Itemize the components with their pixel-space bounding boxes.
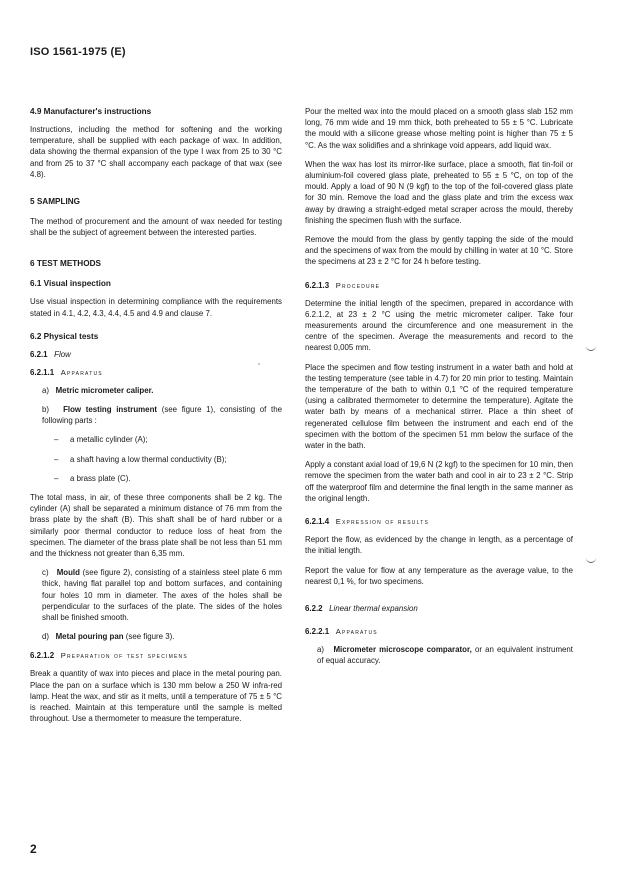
pour-paragraph: Pour the melted wax into the mould placed on a smooth glass slab 152 mm long, 76 mm wide and 19 mm thick, both preheated to 55 ± 5 °C. Lubricate the mould with a silicone grease whose melting point is higher than 75 ± 5 °C. As the wax solidifies and a shrinkage void appears, add liquid wax. bbox=[305, 107, 573, 150]
mirror-paragraph: When the wax has lost its mirror-like surface, place a smooth, flat tin-foil or aluminium-foil covered glass plate, preheated to 55 ± 5 °C, on top of the mould. Apply a load of 90 N (9 kgf) to the top of the foil-covered glass plate for 30 min. Remove the load and the glass plate and trim the excess wax away by drawing a straight-edged metal scraper across the mould, thereby finishing the specimen flush with the surface. bbox=[305, 159, 573, 225]
list-item-c-bold: Mould bbox=[56, 568, 80, 578]
section-6-2-1-2-text: Break a quantity of wax into pieces and place in the metal pouring pan. Place the pan on a surface which is 130 mm below a 250 W infra-red lamp. Heat the wax, and stir as it melts, until a temperature of 75 ± 5 °C is reached. Maintain at this temperature until the sample is melted throughout. Use a thermometer to measure the temperature. bbox=[30, 669, 282, 724]
list-item-c-prefix: c) bbox=[42, 568, 49, 578]
list-item-d-text: (see figure 3). bbox=[125, 632, 175, 642]
list-item-a-prefix: a) bbox=[42, 385, 50, 395]
section-6-2-1-1-number: 6.2.1.1 bbox=[30, 367, 55, 377]
list-item-b-prefix: b) bbox=[42, 405, 50, 415]
right-list-item-a-prefix: a) bbox=[317, 644, 325, 654]
section-4-9-text: Instructions, including the method for softening and the working temperature, shall be supplied with each package of wax. In addition, data showing the thermal expansion of the type I wax from 25 to 30 °C and from 25 to 37 °C shall accompany each package of that wax (see 4.8). bbox=[30, 125, 282, 179]
report-value-paragraph: Report the value for flow at any temperature as the average value, to the nearest 0,1 %, for two specimens. bbox=[305, 565, 573, 586]
dash-item-2-text: a shaft having a low thermal conductivity (B); bbox=[70, 454, 227, 464]
section-6-2-1-number: 6.2.1 bbox=[30, 349, 48, 359]
section-6-2-title: 6.2 Physical tests bbox=[30, 331, 99, 341]
list-item-d-bold: Metal pouring pan bbox=[55, 632, 124, 642]
section-6-2-1-1-label: Apparatus bbox=[60, 367, 103, 377]
remove-paragraph: Remove the mould from the glass by gently tapping the side of the mould and the specimens of wax from the mould by chilling in water at 10 °C. Store the specimens at 23 ± 2 °C for 24 h before testing. bbox=[305, 235, 573, 267]
mass-paragraph: The total mass, in air, of these three components shall be 2 kg. The cylinder (A) shall be separated a minimum distance of 76 mm from the brass plate by the shaft (B). This shaft shall be of hard rubber or a similarly poor thermal conductor to reduce loss of heat from the specimen. The diameter of the brass plate shall be not less than 51 mm and the thickness not greater than 6,35 mm. bbox=[30, 493, 282, 559]
section-6-2-1-4-number: 6.2.1.4 bbox=[305, 517, 330, 527]
dash-item-1-text: a metallic cylinder (A); bbox=[70, 435, 148, 445]
section-6-2-2-number: 6.2.2 bbox=[305, 603, 323, 613]
section-6-2-1-3-number: 6.2.1.3 bbox=[305, 280, 330, 290]
dash-mark: – bbox=[54, 454, 59, 464]
section-6-2-1-4-label: Expression of results bbox=[335, 517, 430, 527]
section-6-2-1-4-title bbox=[305, 516, 573, 527]
apply-paragraph: Apply a constant axial load of 19,6 N (2 kgf) to the specimen for 10 min, then remove the specimen from the water bath and cool in air to 23 ± 2 °C. Strip off the waterproof film and determine the final length in the same manner as the original length. bbox=[305, 460, 573, 503]
right-list-item-a-text: or an equivalent instrument of equal accuracy. bbox=[317, 644, 573, 666]
section-6-1-title: 6.1 Visual inspection bbox=[30, 279, 111, 289]
list-item-b-bold: Flow testing instrument bbox=[63, 405, 158, 415]
section-6-2-1-2-number: 6.2.1.2 bbox=[30, 651, 55, 661]
list-item-a bbox=[42, 385, 282, 396]
document-header: ISO 1561-1975 (E) bbox=[30, 46, 126, 58]
list-item-d-prefix: d) bbox=[42, 632, 50, 642]
section-6-2-1-2-title bbox=[30, 650, 282, 661]
list-item-a-bold: Metric micrometer caliper. bbox=[55, 385, 154, 395]
section-6-1-text: Use visual inspection in determining compliance with the requirements stated in 4.1, 4.2, 4.3, 4.4, 4.5 and 4.9 and clause 7. bbox=[30, 297, 282, 318]
section-6-2-1-3-label: Procedure bbox=[335, 280, 381, 290]
section-6-2-2-title bbox=[305, 603, 573, 614]
section-6-2-1-3-title bbox=[305, 280, 573, 291]
section-6-2-2-label: Linear thermal expansion bbox=[329, 603, 418, 613]
section-6-2-1-title bbox=[30, 349, 282, 360]
list-item-c bbox=[42, 567, 282, 623]
section-6-2-2-1-title bbox=[305, 626, 573, 637]
dash-item-3-text: a brass plate (C). bbox=[70, 473, 131, 483]
section-6-2-1-label: Flow bbox=[54, 349, 71, 359]
list-item-b bbox=[42, 404, 282, 426]
dash-mark: – bbox=[54, 473, 59, 483]
list-item-b-text: (see figure 1), consisting of the following parts : bbox=[42, 405, 282, 426]
margin-mark bbox=[586, 558, 596, 563]
margin-mark bbox=[586, 346, 596, 351]
dash-item-1 bbox=[54, 434, 282, 445]
list-item-c-text: (see figure 2), consisting of a stainless steel plate 6 mm thick, having flat parallel top and bottom surfaces, and containing four holes 10 mm in diameter. The axes of the holes shall be perpendicular to the surfaces of the plate. The sides of the holes shall be finished smooth. bbox=[42, 568, 282, 623]
list-item-d bbox=[42, 631, 282, 642]
dash-item-3 bbox=[54, 473, 282, 484]
place-paragraph: Place the specimen and flow testing instrument in a water bath and hold at the testing temperature (see table in 4.7) for 20 min prior to testing. Maintain the temperature of the bath to within 0,1 °C of the required temperature (using a calibrated thermometer to determine the temperature). Agitate the water bath by means of a mechanical stirrer. Place a thin sheet of regenerated cellulose film between the instrument and each end of the specimen with the bottom of the specimen 51 mm below the surface of the water in the bath. bbox=[305, 362, 573, 451]
dash-item-2 bbox=[54, 454, 282, 465]
right-column bbox=[305, 106, 573, 674]
section-6-title: 6 TEST METHODS bbox=[30, 259, 101, 269]
report-flow-paragraph: Report the flow, as evidenced by the change in length, as a percentage of the initial length. bbox=[305, 535, 573, 556]
section-6-2-2-1-number: 6.2.2.1 bbox=[305, 626, 330, 636]
section-4-9-title: 4.9 Manufacturer's instructions bbox=[30, 107, 152, 116]
section-6-2-2-1-label: Apparatus bbox=[335, 626, 378, 636]
section-6-2-1-2-label: Preparation of test specimens bbox=[60, 651, 188, 661]
left-column bbox=[30, 106, 282, 733]
determine-paragraph: Determine the initial length of the specimen, prepared in accordance with 6.2.1.2, at 23 ± 2 °C using the metric micrometer caliper. Take four measurements around the circumference and one measurement in the centre of the specimen. Average the measurements and record to the nearest 0,005 mm. bbox=[305, 298, 573, 353]
dash-mark: – bbox=[54, 435, 59, 445]
right-list-item-a bbox=[317, 644, 573, 666]
right-list-item-a-bold: Micrometer microscope comparator, bbox=[333, 644, 472, 654]
section-5-text: The method of procurement and the amount of wax needed for testing shall be the subject of agreement between the interested parties. bbox=[30, 217, 282, 238]
section-5-title: 5 SAMPLING bbox=[30, 197, 81, 207]
page-number: 2 bbox=[30, 842, 37, 856]
section-6-2-1-1-title bbox=[30, 367, 282, 378]
scan-speck bbox=[258, 363, 260, 365]
